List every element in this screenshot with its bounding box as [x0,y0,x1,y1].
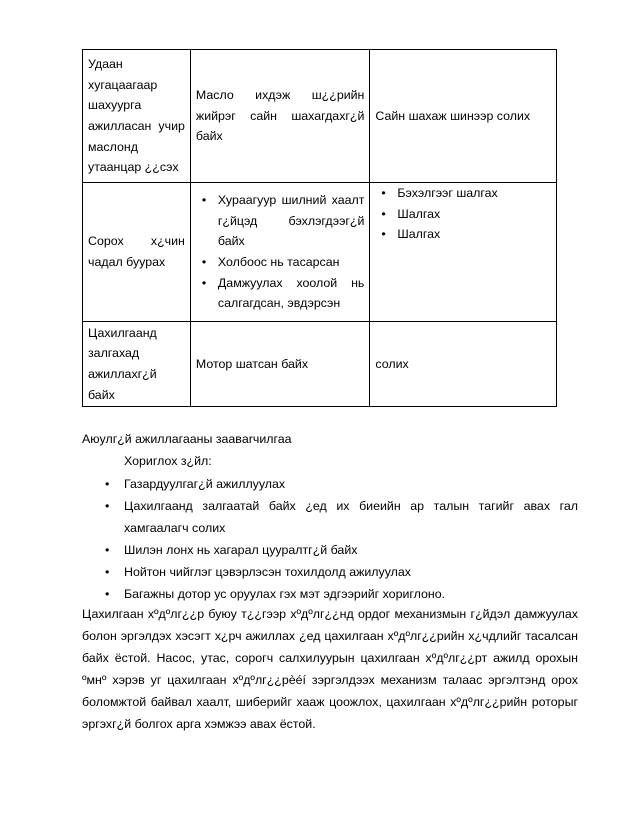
safety-paragraph: Цахилгаан хºдºлг¿¿р буюу т¿¿гээр хºдºлг¿¿нд ордог механизмын г¿йдэл дамжуулах болон эргэлдэх хэсэгт х¿рч ажиллах ¿ед цахилгаан хºдºлг¿¿рийн х¿чдлийг тасалсан байх ёстой. Насос, утас, сорогч салхилуурын цахилгаан хºдºлг¿¿рт ажилд орохын ºмнº хэрэв уг цахилгаан хºдºлг¿¿рèéí зэргэлдээх механизм талаас эргэлтэнд орох боломжтой байвал хаалт, шиберийг хааж цоожлох, цахилгаан хºдºлг¿¿рийн роторыг эргэхг¿й болгох арга хэмжээ авах ёстой. [82,607,578,731]
list-item: • Газардуулгаг¿й ажиллуулах [105,473,578,495]
cause-cell: Сорох х¿чин чадал буурах [83,183,191,322]
cause-cell: Цахилгаанд залгахад ажиллахг¿й байх [83,322,191,407]
prohibited-list [105,473,578,605]
table-row [83,183,557,322]
list-item: • Багажны дотор ус оруулах гэх мэт эдгээрийг хориглоно. [105,583,578,605]
list-item: • Шалгах [375,224,551,245]
list-item: • Шалгах [375,204,551,225]
prohibited-heading: Хориглох з¿йл: [124,454,212,468]
list-item: • Бэхэлгээг шалгах [375,183,551,204]
troubleshooting-table [82,49,557,407]
section-title: Аюулг¿й ажиллагааны заавarчилгаа [82,432,292,446]
remedy-cell: солих [370,322,557,407]
list-item: • Дамжуулах хоолой нь салгагдсан, эвдэрсэн [196,273,365,314]
table-row [83,322,557,407]
list-item: • Холбоос нь тасарсан [196,252,365,273]
list-item: • Хураагуур шилний хаалт г¿йцэд бэхлэгдээг¿й байх [196,190,365,252]
list-item: • Цахилгаанд залгаатай байх ¿ед их биеийн ар талын тагийг авах гал хамгаалагч солих [105,495,578,539]
symptom-cell: Масло ихдэж ш¿¿рийн жийрэг сайн шахагдахг¿й байх [190,50,370,183]
symptom-cell: Мотор шатсан байх [190,322,370,407]
remedy-cell: Сайн шахаж шинээр солих [370,50,557,183]
remedy-cell [370,183,557,322]
list-item: • Нойтон чийглэг цэвэрлэсэн тохилдолд ажилуулах [105,561,578,583]
remedy-list [375,183,551,245]
table-row [83,50,557,183]
symptom-list [196,190,365,314]
cause-cell: Удаан хугацаагаар шахуурга ажилласан учир маслонд утаанцар ¿¿сэх [83,50,191,183]
list-item: • Шилэн лонх нь хагарал цууралтг¿й байх [105,539,578,561]
symptom-cell [190,183,370,322]
